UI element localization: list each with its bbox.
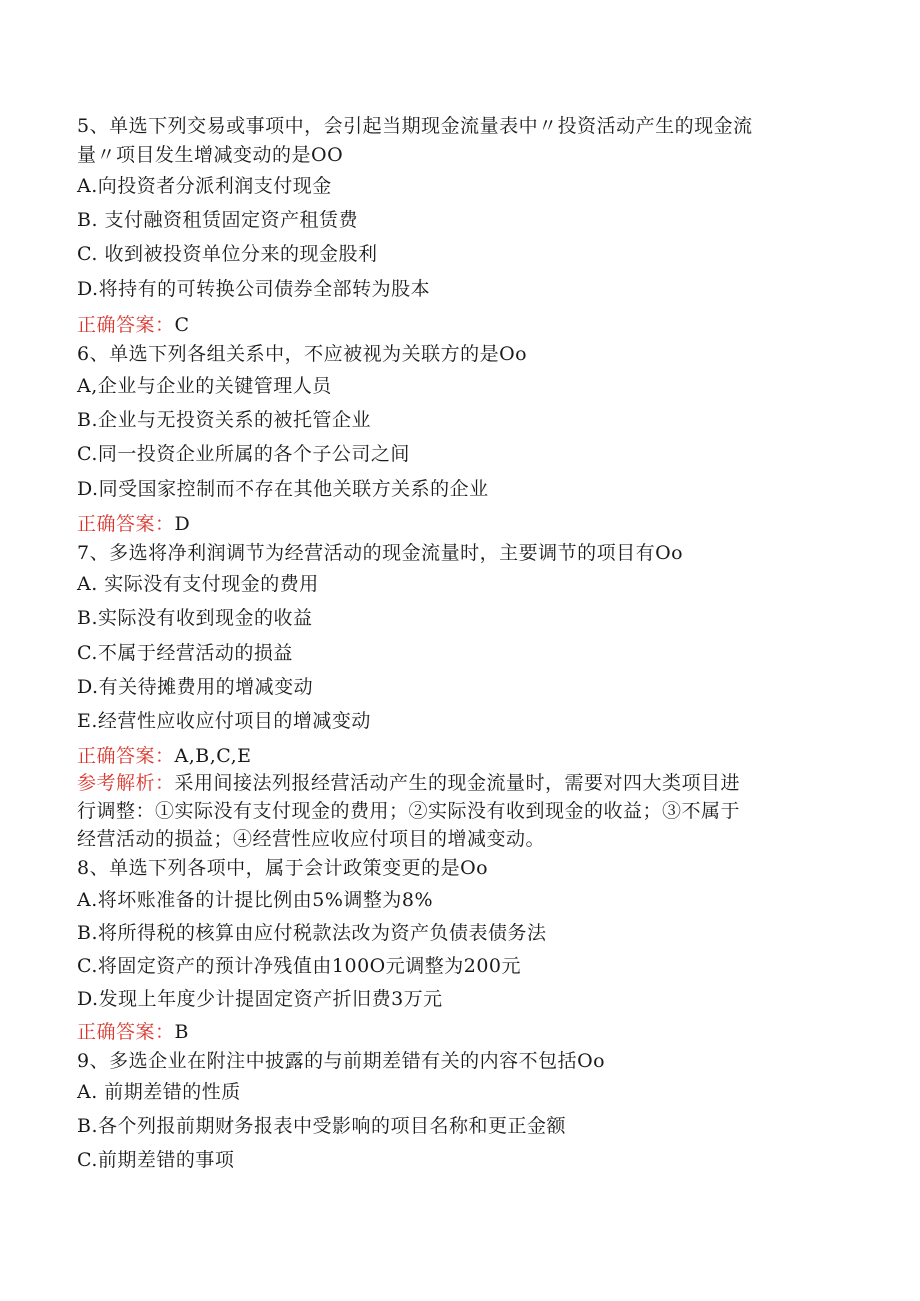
q6-stem-line1: 6、单选下列各组关系中，不应被视为关联方的是Oo xyxy=(77,343,528,365)
q8-option-d: D.发现上年度少计提固定资产折旧费3万元 xyxy=(77,988,443,1010)
q6-option-c: C.同一投资企业所属的各个子公司之间 xyxy=(77,443,410,465)
q6-answer-label: 正确答案： xyxy=(77,513,175,535)
q7-option-a: A. 实际没有支付现金的费用 xyxy=(77,573,319,595)
q5-answer-value: C xyxy=(174,314,190,336)
q6-option-b: B.企业与无投资关系的被托管企业 xyxy=(77,409,372,431)
q5-option-a: A.向投资者分派利润支付现金 xyxy=(77,175,332,197)
q9-option-b: B.各个列报前期财务报表中受影响的项目名称和更正金额 xyxy=(77,1115,567,1137)
q8-stem-line1: 8、单选下列各项中，属于会计政策变更的是Oo xyxy=(77,857,489,879)
q7-analysis-line3: 经营活动的损益；④经营性应收应付项目的增减变动。 xyxy=(77,828,546,850)
q5-stem-line1: 5、单选下列交易或事项中，会引起当期现金流量表中〃投资活动产生的现金流 xyxy=(77,115,753,137)
q7-option-c: C.不属于经营活动的损益 xyxy=(77,642,293,664)
q6-answer-value: D xyxy=(174,513,191,535)
q7-answer xyxy=(77,744,252,768)
q5-option-b: B. 支付融资租赁固定资产租赁费 xyxy=(77,209,359,231)
q5-option-c: C. 收到被投资单位分来的现金股利 xyxy=(77,243,378,265)
q9-option-c: C.前期差错的事项 xyxy=(77,1149,235,1171)
q9-option-a: A. 前期差错的性质 xyxy=(77,1081,241,1103)
q5-answer xyxy=(77,313,190,337)
q8-option-b: B.将所得税的核算由应付税款法改为资产负债表债务法 xyxy=(77,922,547,944)
q8-answer-label: 正确答案： xyxy=(77,1021,175,1043)
q8-answer xyxy=(77,1020,189,1044)
q7-stem-line1: 7、多选将净利润调节为经营活动的现金流量时，主要调节的项目有Oo xyxy=(77,542,684,564)
q7-analysis-text1: 采用间接法列报经营活动产生的现金流量时，需要对四大类项目进 xyxy=(174,772,741,794)
q6-option-a: A,企业与企业的关键管理人员 xyxy=(77,375,332,397)
q7-option-d: D.有关待摊费用的增减变动 xyxy=(77,676,314,698)
q7-analysis-line2: 行调整：①实际没有支付现金的费用；②实际没有收到现金的收益；③不属于 xyxy=(77,800,741,822)
q7-analysis-label: 参考解析： xyxy=(77,772,175,794)
q9-stem-line1: 9、多选企业在附注中披露的与前期差错有关的内容不包括Oo xyxy=(77,1050,606,1072)
q6-answer xyxy=(77,512,190,536)
q7-option-b: B.实际没有收到现金的收益 xyxy=(77,607,313,629)
q8-option-a: A.将坏账准备的计提比例由5%调整为8% xyxy=(77,889,434,911)
q8-option-c: C.将固定资产的预计净残值由100O元调整为200元 xyxy=(77,955,522,977)
q5-stem-line2: 量〃项目发生增减变动的是OO xyxy=(77,144,344,166)
q5-answer-label: 正确答案： xyxy=(77,314,175,336)
q8-answer-value: B xyxy=(174,1021,189,1043)
q7-answer-label: 正确答案： xyxy=(77,745,175,767)
q7-option-e: E.经营性应收应付项目的增减变动 xyxy=(77,710,371,732)
q7-analysis-line1 xyxy=(77,771,740,795)
q5-option-d: D.将持有的可转换公司债券全部转为股本 xyxy=(77,278,431,300)
q7-answer-value: A,B,C,E xyxy=(174,745,252,767)
q6-option-d: D.同受国家控制而不存在其他关联方关系的企业 xyxy=(77,478,489,500)
